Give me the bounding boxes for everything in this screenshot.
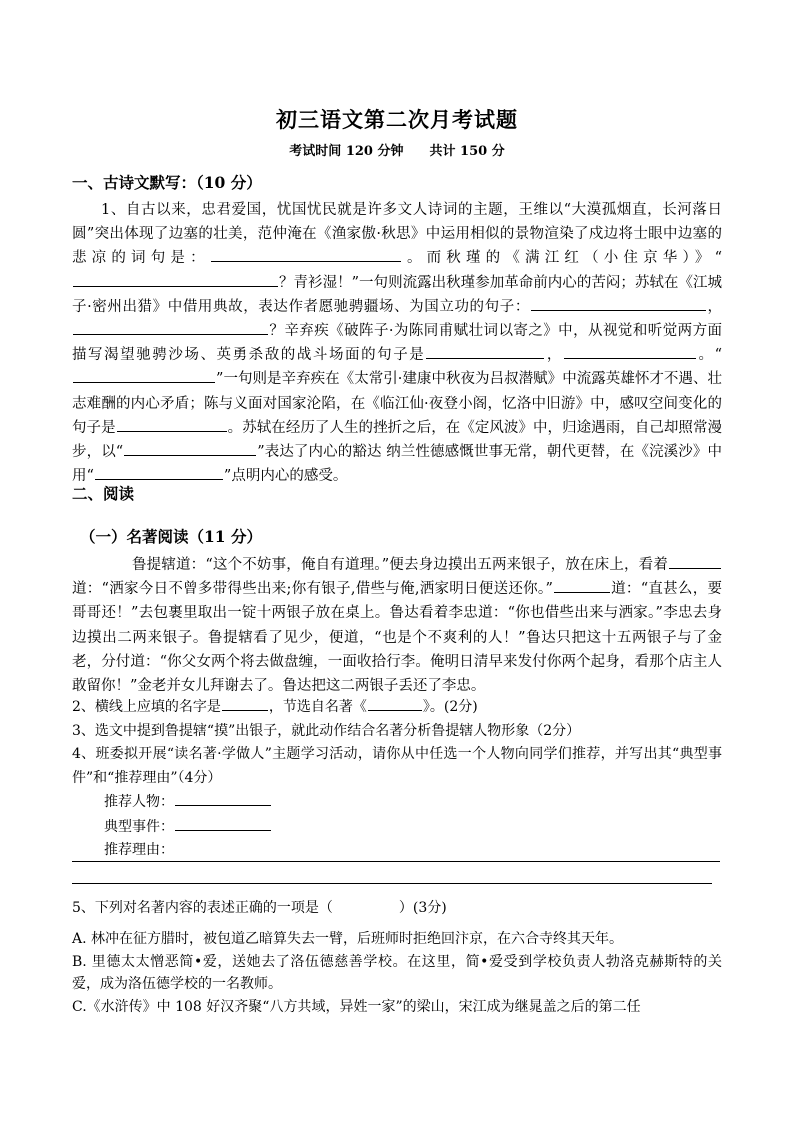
answer-blank[interactable] [211, 246, 401, 262]
answer-blank[interactable] [368, 695, 422, 711]
q2-text-3: 》。(2分) [422, 699, 478, 715]
option-b: B. 里德太太憎恶简•爱，送她去了洛伍德慈善学校。在这里，简•爱受到学校负责人勃洛克赫斯特的关爱，成为洛伍德学校的一名教师。 [72, 953, 722, 992]
answer-blank[interactable] [73, 319, 268, 335]
q1-text-7: 。“ [696, 347, 723, 364]
question-4: 4、班委拟开展“读名著·学做人”主题学习活动，请你从中任选一个人物向同学们推荐，并写出其“典型事件”和“推荐理由”（4分） [72, 746, 722, 786]
q1-text-5: ？辛弃疾《破阵子·为陈同甫赋壮词以寄之》中，从视觉和听觉两方面描写渴望驰骋沙场、英勇杀敌的战斗场面的句子是 [72, 323, 722, 364]
q1-text-1: 1、自古以来，忠君爱国，忧国忧民就是许多文人诗词的主题，王维以“大漠孤烟直，长河落日圆”突出体现了边塞的壮美，范仲淹在《渔家傲·秋思》中运用相似的景物渲染了戍边将士眼中边塞的悲凉的词句是： [72, 202, 722, 267]
answer-blank[interactable] [554, 577, 610, 593]
answer-blank[interactable] [222, 695, 268, 711]
section2-heading: 二、阅读 [72, 484, 135, 503]
typical-event-label: 典型事件： [104, 818, 174, 835]
recommend-person-label: 推荐人物： [104, 794, 174, 810]
answer-blank[interactable] [564, 343, 696, 359]
answer-blank[interactable] [669, 553, 721, 569]
q1-text-9: 。苏轼在经历了人生的挫折之后，在《定风波》中，归途遇雨，自己却照常漫步，以“ [72, 419, 723, 461]
answer-blank[interactable] [531, 295, 706, 311]
answer-blank[interactable] [73, 271, 278, 287]
recommend-reason-label: 推荐理由： [104, 842, 174, 858]
q1-text-6: ， [545, 347, 563, 364]
exam-total-score: 共计 150 分 [429, 144, 505, 159]
reading-passage [72, 553, 722, 698]
q5-text-1: 5、下列对名著内容的表述正确的一项是（ [72, 900, 333, 916]
passage-text-3: 道：“直甚么，要哥哥还！”去包裹里取出一锭十两银子放在桌上。鲁达看着李忠道：“你也借些出来与洒家。”李忠去身边摸出二两来银子。鲁提辖看了见少，便道，“也是个不爽利的人！”鲁达只把这十五两银子与了金老，分付道：“你父女两个将去做盘缠，一面收拾行李。俺明日清早来发付你两个起身，看那个店主人敢留你！”金老并女儿拜谢去了。鲁达把这二两银子丢还了李忠。 [72, 581, 722, 695]
answer-blank[interactable] [124, 440, 256, 456]
answer-blank[interactable] [73, 367, 215, 383]
recommend-person-blank[interactable] [175, 790, 271, 806]
exam-subtitle [0, 140, 794, 159]
typical-event-blank[interactable] [175, 815, 271, 831]
option-c: C.《水浒传》中 108 好汉齐聚“八方共域，异姓一家”的梁山，宋江成为继晁盖之后的第二任 [72, 998, 641, 1015]
question-1 [72, 198, 722, 488]
option-a: A. 林冲在征方腊时，被包道乙暗算失去一臂，后班师时拒绝回汴京，在六合寺终其天年。 [72, 931, 624, 947]
q2-text-2: ，节选自名著《 [268, 699, 367, 715]
subsection1-heading: （一）名著阅读（11 分） [80, 527, 262, 546]
exam-time: 考试时间 120 分钟 [289, 144, 404, 159]
answer-blank[interactable] [426, 343, 544, 359]
q1-text-4: ， [706, 298, 723, 315]
answer-blank[interactable] [95, 464, 223, 480]
q2-text-1: 2、横线上应填的名字是 [72, 699, 221, 715]
question-3: 3、选文中提到鲁提辖“摸”出银子，就此动作结合名著分析鲁提辖人物形象（2分） [72, 722, 581, 739]
question-5 [72, 897, 722, 921]
q1-text-8: ”一句则是辛弃疾在《太常引·建康中秋夜为吕叔潜赋》中流露英雄怀才不遇、壮志难酬的内心矛盾；陈与义面对国家沦陷，在《临江仙·夜登小阁，忆洛中旧游》中，感叹空间变化的句子是 [72, 371, 722, 436]
question-2-to-4 [72, 695, 722, 863]
q1-text-11: ”点明内心的感受。 [223, 468, 348, 485]
q1-text-3: ？青衫湿！”一句则流露出秋瑾参加革命前内心的苦闷；苏轼在《江城子·密州出猎》中借用典故，表达作者愿驰骋疆场、为国立功的句子： [72, 274, 722, 315]
answer-blank[interactable] [117, 416, 227, 432]
exam-title: 初三语文第二次月考试题 [276, 107, 518, 132]
q1-text-10: ”表达了内心的豁达 纳兰性德感慨世事无常，朝代更替，在《浣溪沙》中用“ [72, 444, 722, 485]
answer-line[interactable] [72, 861, 720, 862]
q1-text-2: 。而秋瑾的《满江红（小住京华）》“ [401, 250, 722, 267]
q5-text-2: ）(3分) [398, 900, 447, 916]
question-5-options [72, 928, 722, 1018]
passage-text-2: 道：“洒家今日不曾多带得些出来;你有银子,借些与俺,洒家明日便送还你。” [72, 581, 553, 598]
passage-text-1: 鲁提辖道：“这个不妨事，俺自有道理。”便去身边摸出五两来银子，放在床上，看着 [132, 557, 668, 573]
section1-heading: 一、古诗文默写：（10 分） [72, 173, 262, 192]
answer-line[interactable] [72, 883, 712, 884]
